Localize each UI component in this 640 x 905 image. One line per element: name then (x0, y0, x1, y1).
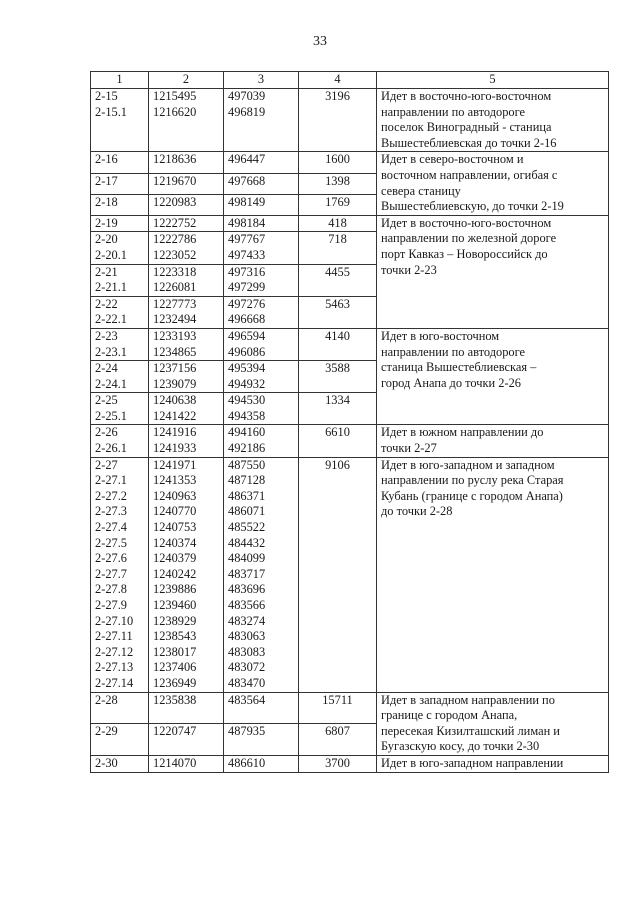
x-coord-cell-value: 1240374 (153, 535, 197, 550)
y-coord-cell-value: 492186 (228, 441, 266, 456)
x-coord-cell-value: 1239079 (153, 376, 197, 391)
column-header: 4 (299, 72, 377, 89)
description-line: Идет в южном направлении до (381, 425, 544, 440)
x-coord-cell-value: 1237406 (153, 660, 197, 675)
y-coord-cell (224, 457, 299, 692)
y-coord-cell-value: 497316 (228, 264, 266, 279)
description-line: Вышестеблиевская до точки 2-16 (381, 135, 557, 150)
description-line: направлении по руслу река Старая (381, 473, 564, 488)
x-coord-cell (149, 296, 224, 328)
x-coord-cell-value: 1214070 (153, 755, 197, 770)
description-line: севера станицу (381, 183, 461, 198)
y-coord-cell-value: 496819 (228, 104, 266, 119)
x-coord-cell-value: 1232494 (153, 312, 197, 327)
x-coord-cell-value: 1238929 (153, 613, 197, 628)
point-cell-value: 2-24.1 (95, 376, 128, 391)
point-cell-value: 2-17 (95, 173, 118, 188)
y-coord-cell (224, 264, 299, 296)
point-cell-value: 2-25.1 (95, 408, 128, 423)
point-cell-value: 2-27.11 (95, 629, 133, 644)
x-coord-cell-value: 1223052 (153, 247, 197, 262)
point-cell-value: 2-21.1 (95, 280, 128, 295)
x-coord-cell-value: 1222786 (153, 232, 197, 247)
y-coord-cell-value: 494932 (228, 376, 266, 391)
point-cell-value: 2-20.1 (95, 247, 128, 262)
y-coord-cell-value: 486071 (228, 504, 266, 519)
x-coord-cell-value: 1241933 (153, 441, 197, 456)
x-coord-cell-value: 1218636 (153, 152, 197, 167)
description-line: поселок Виноградный - станица (381, 120, 552, 135)
description-line: границе с городом Анапа, (381, 708, 518, 723)
description-line: Идет в юго-восточном (381, 328, 500, 343)
point-cell (91, 215, 149, 232)
y-coord-cell-value: 483274 (228, 613, 266, 628)
point-cell-value: 2-29 (95, 724, 118, 739)
point-cell-value: 2-21 (95, 264, 118, 279)
y-coord-cell-value: 484432 (228, 535, 266, 550)
y-coord-cell-value: 483063 (228, 629, 266, 644)
x-coord-cell-value: 1241916 (153, 425, 197, 440)
table-row (91, 152, 609, 173)
y-coord-cell-value: 497039 (228, 89, 266, 103)
y-coord-cell-value: 487935 (228, 724, 266, 739)
y-coord-cell-value: 483566 (228, 598, 266, 612)
column-header: 1 (91, 72, 149, 89)
x-coord-cell (149, 755, 224, 772)
description-cell (377, 755, 609, 772)
y-coord-cell-value: 485522 (228, 520, 266, 535)
point-cell (91, 173, 149, 194)
y-coord-cell (224, 425, 299, 457)
x-coord-cell-value: 1220983 (153, 194, 197, 209)
table-row (91, 89, 609, 152)
description-line: станица Вышестеблиевская – (381, 360, 537, 375)
y-coord-cell-value: 483072 (228, 660, 266, 675)
y-coord-cell-value: 487128 (228, 473, 266, 488)
length-cell: 3196 (299, 89, 377, 152)
y-coord-cell-value: 497767 (228, 232, 266, 247)
y-coord-cell-value: 496668 (228, 312, 266, 327)
x-coord-cell-value: 1219670 (153, 173, 197, 188)
table-row (91, 692, 609, 724)
x-coord-cell (149, 692, 224, 724)
boundary-table (90, 71, 609, 773)
point-cell (91, 296, 149, 328)
description-line: Идет в восточно-юго-восточном (381, 215, 552, 230)
description-line: Идет в западном направлении по (381, 692, 555, 707)
description-line: направлении по железной дороге (381, 231, 557, 246)
point-cell-value: 2-27.8 (95, 582, 128, 597)
x-coord-cell (149, 89, 224, 152)
point-cell-value: 2-26.1 (95, 441, 128, 456)
y-coord-cell (224, 296, 299, 328)
point-cell-value: 2-27.12 (95, 644, 134, 659)
x-coord-cell (149, 194, 224, 215)
length-cell: 4140 (299, 328, 377, 360)
point-cell-value: 2-27.14 (95, 675, 134, 690)
description-cell (377, 89, 609, 152)
point-cell (91, 724, 149, 756)
x-coord-cell-value: 1240770 (153, 504, 197, 519)
length-cell: 418 (299, 215, 377, 232)
point-cell-value: 2-23 (95, 328, 118, 343)
length-cell: 1334 (299, 393, 377, 425)
point-cell-value: 2-24 (95, 361, 118, 376)
y-coord-cell-value: 494160 (228, 425, 266, 440)
point-cell-value: 2-27.2 (95, 488, 128, 503)
point-cell-value: 2-25 (95, 393, 118, 408)
description-line: Вышестеблиевскую, до точки 2-19 (381, 199, 564, 214)
point-cell-value: 2-27.6 (95, 551, 128, 566)
point-cell-value: 2-15.1 (95, 104, 128, 119)
y-coord-cell (224, 724, 299, 756)
y-coord-cell-value: 497276 (228, 296, 266, 311)
x-coord-cell-value: 1226081 (153, 280, 197, 295)
y-coord-cell-value: 483470 (228, 675, 266, 690)
table-row (91, 755, 609, 772)
y-coord-cell-value: 498184 (228, 215, 266, 230)
x-coord-cell (149, 264, 224, 296)
x-coord-cell-value: 1233193 (153, 328, 197, 343)
point-cell-value: 2-22 (95, 296, 118, 311)
x-coord-cell-value: 1215495 (153, 89, 197, 103)
length-cell: 1769 (299, 194, 377, 215)
x-coord-cell-value: 1222752 (153, 215, 197, 230)
description-line: направлении по автодороге (381, 344, 526, 359)
x-coord-cell-value: 1238543 (153, 629, 197, 644)
length-cell: 6807 (299, 724, 377, 756)
point-cell-value: 2-27.4 (95, 520, 128, 535)
point-cell-value: 2-27.7 (95, 566, 128, 581)
y-coord-cell-value: 496447 (228, 152, 266, 167)
y-coord-cell-value: 496594 (228, 328, 266, 343)
description-cell (377, 152, 609, 215)
y-coord-cell-value: 497299 (228, 280, 266, 295)
y-coord-cell (224, 755, 299, 772)
point-cell (91, 692, 149, 724)
description-line: до точки 2-28 (381, 504, 453, 519)
description-line: восточном направлении, огибая с (381, 167, 558, 182)
table-row (91, 328, 609, 360)
length-cell: 4455 (299, 264, 377, 296)
description-cell (377, 425, 609, 457)
description-line: Идет в юго-западном и западном (381, 457, 555, 472)
point-cell (91, 457, 149, 692)
y-coord-cell (224, 215, 299, 232)
x-coord-cell-value: 1238017 (153, 644, 197, 659)
y-coord-cell-value: 494530 (228, 393, 266, 408)
length-cell: 1398 (299, 173, 377, 194)
point-cell (91, 328, 149, 360)
length-cell: 3588 (299, 361, 377, 393)
x-coord-cell (149, 724, 224, 756)
length-cell: 1600 (299, 152, 377, 173)
point-cell-value: 2-26 (95, 425, 118, 440)
x-coord-cell-value: 1216620 (153, 104, 197, 119)
point-cell (91, 152, 149, 173)
x-coord-cell-value: 1241971 (153, 457, 197, 472)
x-coord-cell-value: 1241422 (153, 408, 197, 423)
x-coord-cell (149, 152, 224, 173)
point-cell-value: 2-27.13 (95, 660, 134, 675)
y-coord-cell-value: 486371 (228, 488, 266, 503)
y-coord-cell-value: 497433 (228, 247, 266, 262)
point-cell (91, 89, 149, 152)
y-coord-cell (224, 173, 299, 194)
point-cell-value: 2-27.3 (95, 504, 128, 519)
description-line: пересекая Кизилташский лиман и (381, 723, 560, 738)
point-cell-value: 2-27.9 (95, 598, 128, 612)
x-coord-cell-value: 1220747 (153, 724, 197, 739)
point-cell-value: 2-28 (95, 692, 118, 707)
description-line: Идет в восточно-юго-восточном (381, 89, 552, 103)
description-line: Кубань (границе с городом Анапа) (381, 488, 563, 503)
y-coord-cell-value: 483696 (228, 582, 266, 597)
x-coord-cell-value: 1240753 (153, 520, 197, 535)
length-cell: 3700 (299, 755, 377, 772)
x-coord-cell-value: 1227773 (153, 296, 197, 311)
description-line: Идет в северо-восточном и (381, 152, 524, 167)
point-cell-value: 2-18 (95, 194, 118, 209)
x-coord-cell (149, 232, 224, 264)
point-cell-value: 2-27.1 (95, 473, 128, 488)
point-cell-value: 2-30 (95, 755, 118, 770)
y-coord-cell (224, 152, 299, 173)
x-coord-cell (149, 328, 224, 360)
table-row (91, 457, 609, 692)
y-coord-cell-value: 497668 (228, 173, 266, 188)
point-cell-value: 2-27.10 (95, 613, 134, 628)
y-coord-cell-value: 494358 (228, 408, 266, 423)
x-coord-cell (149, 173, 224, 194)
x-coord-cell-value: 1235838 (153, 692, 197, 707)
column-header: 3 (224, 72, 299, 89)
length-cell: 6610 (299, 425, 377, 457)
table-row (91, 215, 609, 232)
y-coord-cell-value: 486610 (228, 755, 266, 770)
header-row (91, 72, 609, 89)
description-line: порт Кавказ – Новороссийск до (381, 246, 548, 261)
description-line: точки 2-23 (381, 262, 437, 277)
x-coord-cell (149, 393, 224, 425)
x-coord-cell-value: 1237156 (153, 361, 197, 376)
point-cell-value: 2-20 (95, 232, 118, 247)
x-coord-cell-value: 1240963 (153, 488, 197, 503)
y-coord-cell (224, 89, 299, 152)
y-coord-cell (224, 194, 299, 215)
x-coord-cell-value: 1240379 (153, 551, 197, 566)
table-body (91, 89, 609, 773)
y-coord-cell (224, 328, 299, 360)
y-coord-cell-value: 495394 (228, 361, 266, 376)
length-cell: 718 (299, 232, 377, 264)
description-cell (377, 215, 609, 328)
y-coord-cell-value: 484099 (228, 551, 266, 566)
x-coord-cell-value: 1240242 (153, 566, 197, 581)
point-cell (91, 194, 149, 215)
length-cell: 15711 (299, 692, 377, 724)
point-cell-value: 2-23.1 (95, 344, 128, 359)
x-coord-cell-value: 1234865 (153, 344, 197, 359)
x-coord-cell-value: 1236949 (153, 675, 197, 690)
point-cell-value: 2-22.1 (95, 312, 128, 327)
point-cell (91, 755, 149, 772)
table-row (91, 425, 609, 457)
column-header: 2 (149, 72, 224, 89)
point-cell (91, 232, 149, 264)
description-line: точки 2-27 (381, 441, 437, 456)
length-cell: 9106 (299, 457, 377, 692)
y-coord-cell-value: 483083 (228, 644, 266, 659)
point-cell (91, 393, 149, 425)
column-header: 5 (377, 72, 609, 89)
x-coord-cell (149, 215, 224, 232)
x-coord-cell-value: 1239886 (153, 582, 197, 597)
x-coord-cell-value: 1239460 (153, 598, 197, 612)
y-coord-cell (224, 361, 299, 393)
length-cell: 5463 (299, 296, 377, 328)
y-coord-cell-value: 483717 (228, 566, 266, 581)
x-coord-cell (149, 457, 224, 692)
y-coord-cell (224, 232, 299, 264)
point-cell-value: 2-27 (95, 457, 118, 472)
description-line: город Анапа до точки 2-26 (381, 375, 521, 390)
description-cell (377, 328, 609, 425)
description-cell (377, 457, 609, 692)
y-coord-cell-value: 498149 (228, 194, 266, 209)
y-coord-cell (224, 692, 299, 724)
description-line: направлении по автодороге (381, 104, 526, 119)
point-cell-value: 2-16 (95, 152, 118, 167)
point-cell-value: 2-15 (95, 89, 118, 103)
point-cell-value: 2-19 (95, 215, 118, 230)
x-coord-cell-value: 1223318 (153, 264, 197, 279)
y-coord-cell-value: 487550 (228, 457, 266, 472)
description-line: Бугазскую косу, до точки 2-30 (381, 739, 540, 754)
x-coord-cell (149, 425, 224, 457)
x-coord-cell-value: 1240638 (153, 393, 197, 408)
page-number: 33 (313, 34, 327, 49)
x-coord-cell-value: 1241353 (153, 473, 197, 488)
point-cell (91, 425, 149, 457)
x-coord-cell (149, 361, 224, 393)
point-cell (91, 361, 149, 393)
y-coord-cell-value: 483564 (228, 692, 266, 707)
y-coord-cell-value: 496086 (228, 344, 266, 359)
description-cell (377, 692, 609, 755)
description-line: Идет в юго-западном направлении (381, 755, 564, 770)
point-cell-value: 2-27.5 (95, 535, 128, 550)
y-coord-cell (224, 393, 299, 425)
point-cell (91, 264, 149, 296)
